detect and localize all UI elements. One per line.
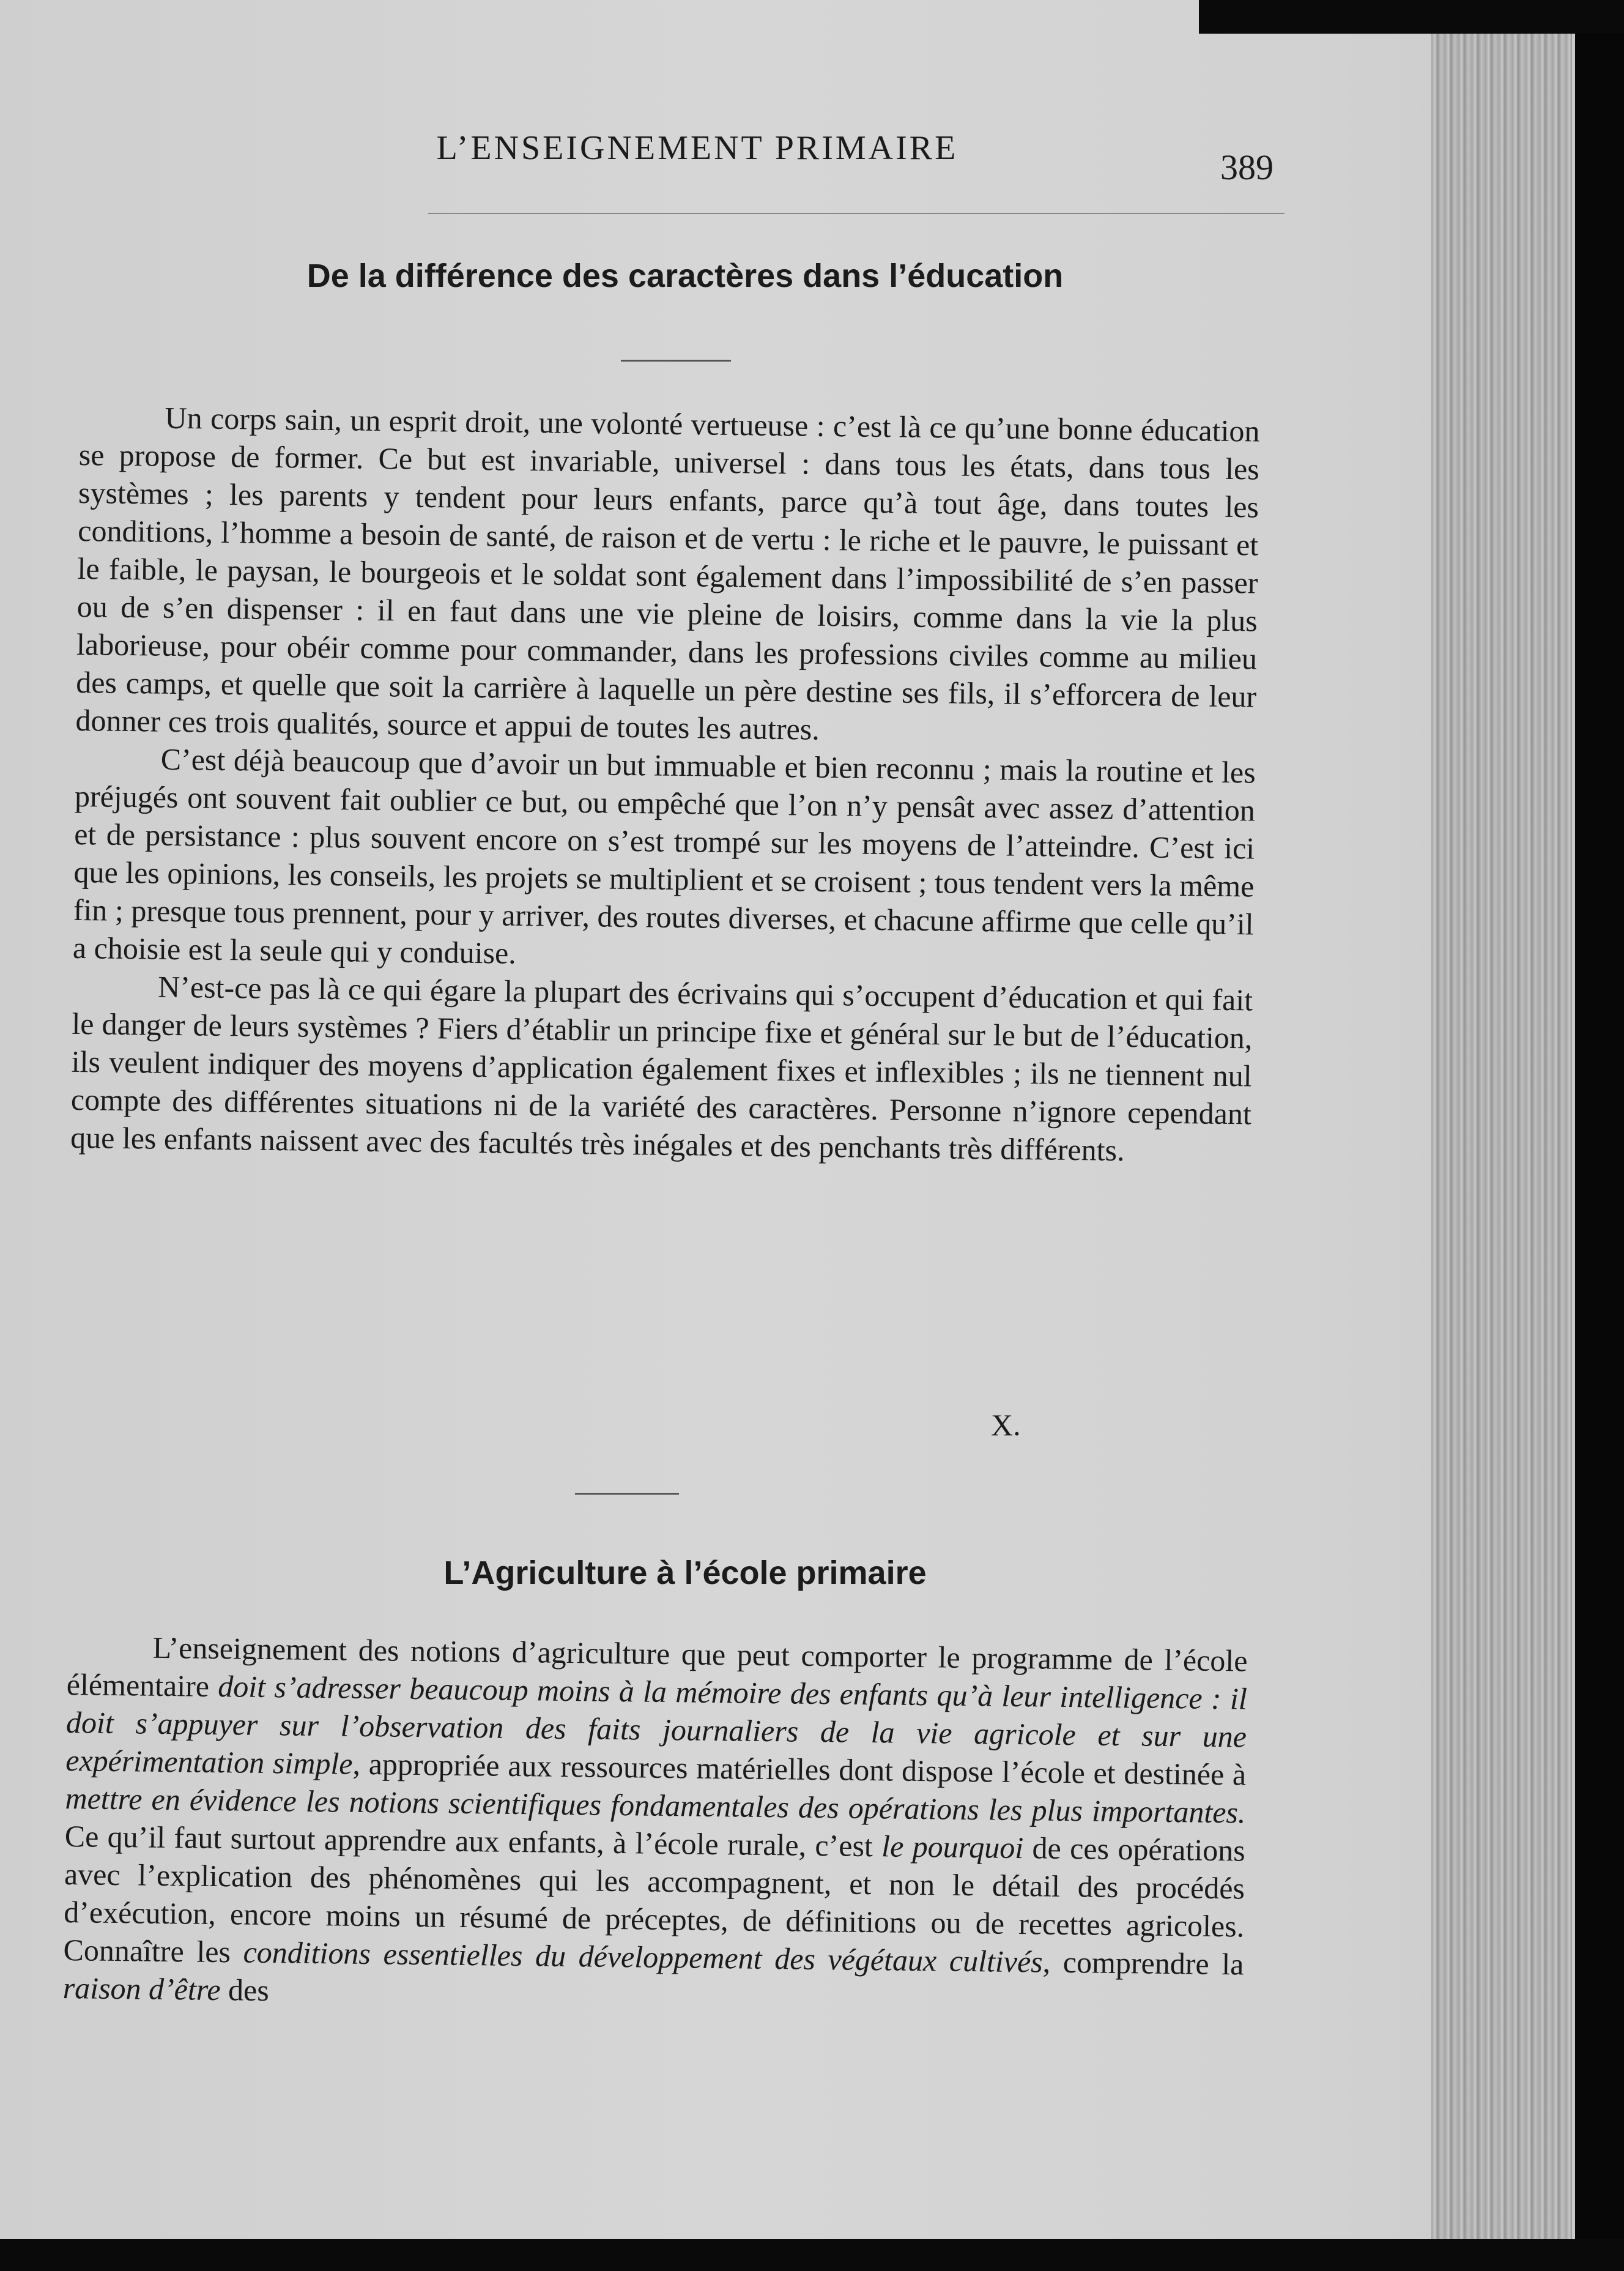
author-signature: X. [991,1408,1021,1442]
italic-segment: raison d’être [62,1970,221,2007]
italic-segment: mettre en évidence les notions scientifiques fondamentales des opérations les plus importantes. [65,1780,1246,1830]
page-edges [1431,24,1572,2271]
article1-title: De la différence des caractères dans l’éducation [306,258,1064,294]
paragraph-2: C’est déjà beaucoup que d’avoir un but immuable et bien reconnu ; mais la routine et les préjugés ont souvent fait oublier ce but, ou empêché que l’on n’y pensât avec assez d’attention et de persistance : plus souvent encore on s’est trompé sur les moyens de l’atteindre. C’est ici que les opinions, les conseils, les projets se multiplient et se croisent ; tous tendent vers la même fin ; presque tous prennent, pour y arriver, des routes diverses, et chacune affirme que celle qu’il a choisie est la seule qui y conduise. [72,742,1256,970]
scan-border-right [1575,0,1624,2271]
text-segment: L’enseignement des notions d’agriculture que peut comporter le programme de l’école élémentaire [66,1630,1248,1704]
paragraph-3: N’est-ce pas là ce qui égare la plupart des écrivains qui s’occupent d’éducation et qui fait le danger de leurs systèmes ? Fiers d’établir un principe fixe et général sur le but de l’éducation, ils veulent indiquer des moyens d’application également fixes et inflexibles ; ils ne tiennent nul compte des différentes situations ni de la variété des caractères. Personne n’ignore cependant que les enfants naissent avec des facultés très inégales et des penchants très différents. [70,969,1253,1167]
text-segment: de ces opérations avec l’explication des phénomènes qui les accompagnent, et non le détail des procédés d’exécution, encore moins un résumé de préceptes, de définitions ou de recettes agricoles. Connaître les [63,1831,1246,1969]
text-segment: , comprendre la [1042,1944,1244,1982]
scan-border-top [1199,0,1624,34]
header-rule [428,213,1285,214]
paragraph-1: Un corps sain, un esprit droit, une volonté vertueuse : c’est là ce qu’une bonne éducation se propose de former. Ce but est invariable, universel : dans tous les états, dans tous les systèmes ; les parents y tendent pour leurs enfants, parce qu’à tout âge, dans toutes les conditions, l’homme a besoin de santé, de raison et de vertu : le riche et le pauvre, le puissant et le faible, le paysan, le bourgeois et le soldat sont également dans l’impossibilité de s’en passer ou de s’en dispenser : il en faut dans une vie pleine de loisirs, comme dans la vie la plus laborieuse, pour obéir comme pour commander, dans les professions civiles comme au milieu des camps, et quelle que soit la carrière à laquelle un père destine ses fils, il s’efforcera de leur donner ces trois qualités, source et appui de toutes les autres. [75,400,1260,746]
scan-border-bottom [0,2239,1624,2271]
text-segment: Ce qu’il faut surtout apprendre aux enfants, à l’école rurale, c’est [64,1818,882,1864]
italic-segment: doit s’adresser beaucoup moins à la mémoire des enfants qu’à leur intelligence : il doit s’appuyer sur l’observation des faits journaliers de la vie agricole et sur une expérimentation simple [65,1669,1248,1781]
article2-title: L’Agriculture à l’école primaire [443,1555,927,1591]
text-segment: , appropriée aux ressources matérielles dont dispose l’école et destinée à [352,1746,1247,1792]
running-head: L’ENSEIGNEMENT PRIMAIRE [436,129,958,167]
section-divider [575,1493,679,1495]
italic-segment: conditions essentielles du développement des végétaux cultivés [243,1935,1044,1979]
title-rule-1 [621,360,731,362]
article1-body [70,398,1260,1170]
page-number: 389 [1220,147,1274,187]
article2-body [62,1627,1247,2021]
text-segment: des [220,1972,270,2008]
article2-paragraph [62,1627,1247,2021]
italic-segment: le pourquoi [881,1829,1024,1865]
